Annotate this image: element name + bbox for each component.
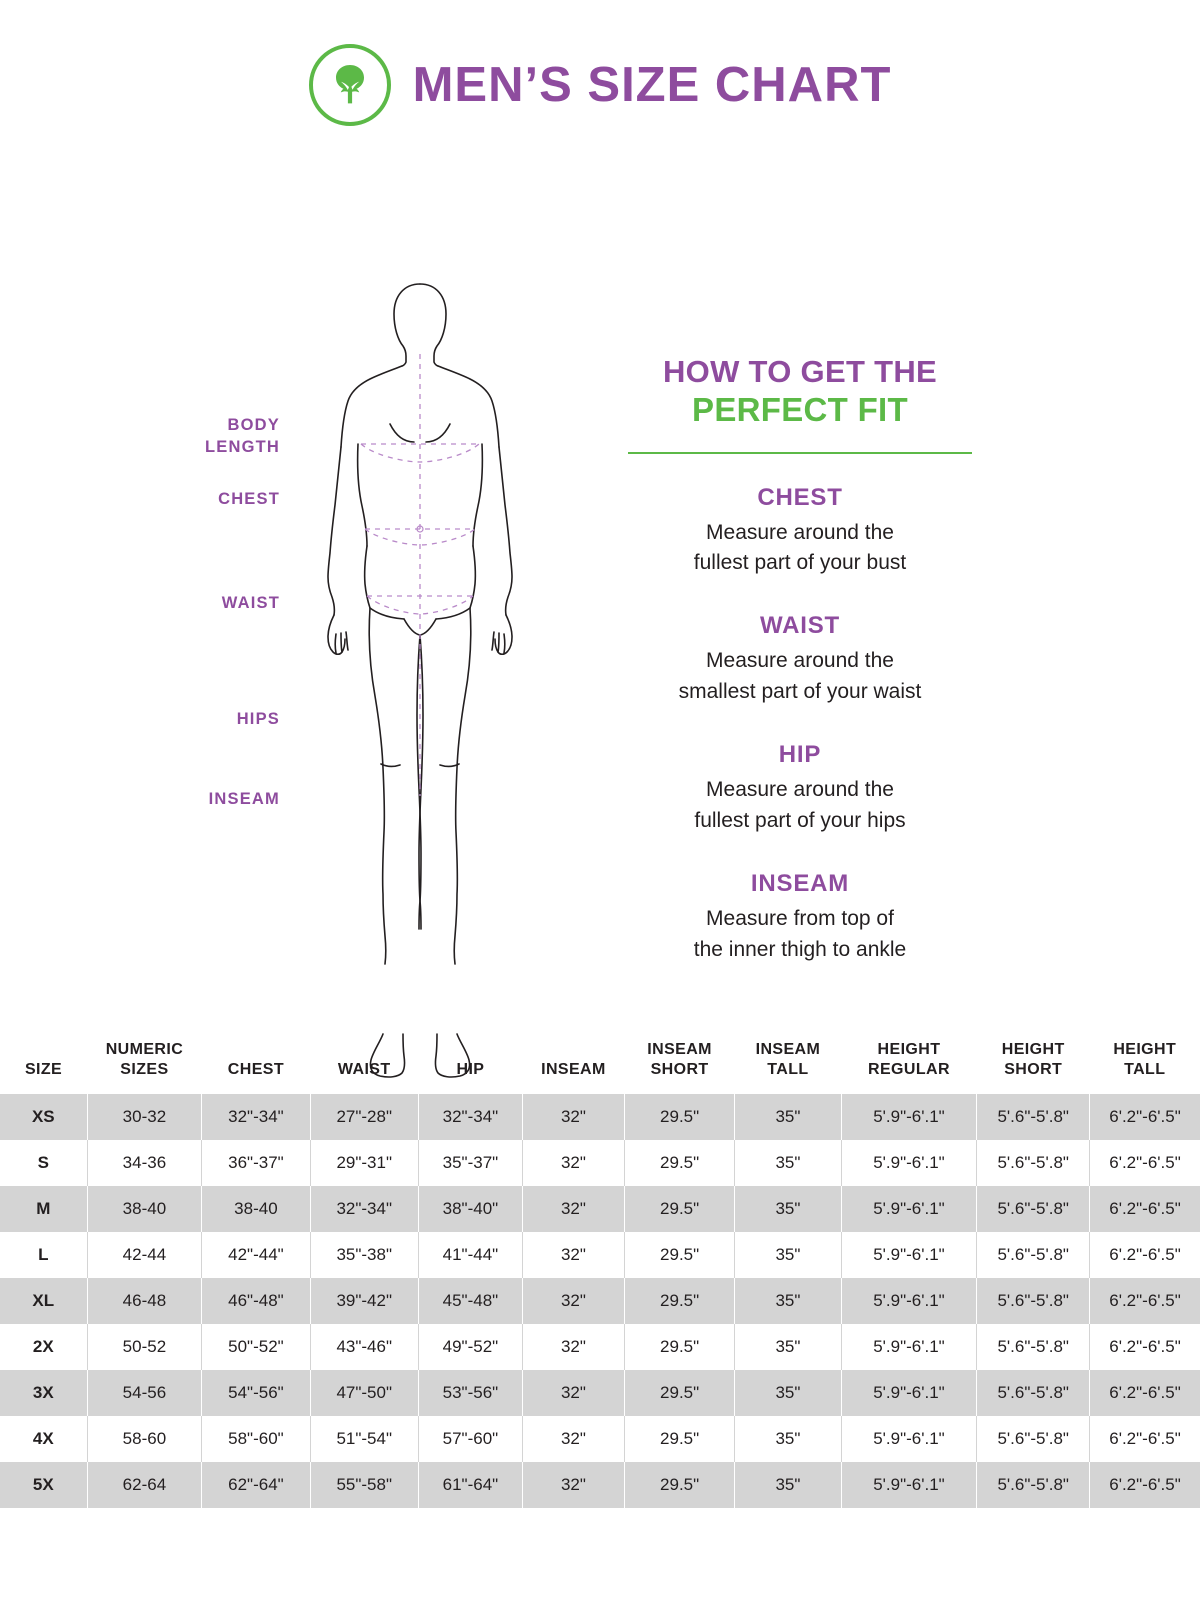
cell-height-short: 5'.6"-5'.8" bbox=[977, 1094, 1090, 1140]
cell-inseam: 32" bbox=[522, 1462, 624, 1508]
col-header-hip bbox=[418, 1030, 522, 1094]
page-title: MEN’S SIZE CHART bbox=[412, 58, 892, 112]
measure-desc-hip-line2: fullest part of your hips bbox=[694, 808, 906, 832]
cell-inseam-short: 29.5" bbox=[624, 1186, 734, 1232]
label-waist: WAIST bbox=[221, 594, 280, 612]
measure-block-chest bbox=[600, 484, 1000, 579]
cell-inseam-tall: 35" bbox=[735, 1462, 841, 1508]
cell-height-short: 5'.6"-5'.8" bbox=[977, 1324, 1090, 1370]
col-header-waist bbox=[310, 1030, 418, 1094]
cell-size: 4X bbox=[0, 1416, 87, 1462]
size-table-wrapper bbox=[0, 1030, 1200, 1508]
measure-title-chest: CHEST bbox=[757, 483, 843, 511]
cell-waist: 47"-50" bbox=[310, 1370, 418, 1416]
cell-size: L bbox=[0, 1232, 87, 1278]
col-header-numeric-sizes-line1: NUMERIC bbox=[105, 1041, 184, 1058]
cell-size: XL bbox=[0, 1278, 87, 1324]
measure-block-hip bbox=[600, 741, 1000, 836]
table-row bbox=[0, 1324, 1200, 1370]
col-header-numeric-sizes-line2: SIZES bbox=[120, 1061, 169, 1078]
measure-desc-chest bbox=[600, 518, 1000, 579]
table-row bbox=[0, 1370, 1200, 1416]
measure-desc-waist bbox=[600, 646, 1000, 707]
col-header-height-tall bbox=[1090, 1030, 1200, 1094]
cell-size: XS bbox=[0, 1094, 87, 1140]
cell-size: 3X bbox=[0, 1370, 87, 1416]
cell-chest: 50"-52" bbox=[202, 1324, 310, 1370]
how-to-heading-line2: PERFECT FIT bbox=[692, 390, 908, 428]
cell-height-tall: 6'.2"-6'.5" bbox=[1090, 1278, 1200, 1324]
col-header-inseam-short-line2: SHORT bbox=[650, 1061, 709, 1078]
cell-numeric: 58-60 bbox=[87, 1416, 202, 1462]
table-row bbox=[0, 1094, 1200, 1140]
table-row bbox=[0, 1186, 1200, 1232]
cell-height-tall: 6'.2"-6'.5" bbox=[1090, 1232, 1200, 1278]
col-header-inseam bbox=[522, 1030, 624, 1094]
cell-waist: 55"-58" bbox=[310, 1462, 418, 1508]
cell-hip: 45"-48" bbox=[418, 1278, 522, 1324]
col-header-inseam-tall bbox=[735, 1030, 841, 1094]
cell-height-regular: 5'.9"-6'.1" bbox=[841, 1140, 977, 1186]
cell-inseam-short: 29.5" bbox=[624, 1278, 734, 1324]
cell-waist: 51"-54" bbox=[310, 1416, 418, 1462]
col-header-waist-line1: WAIST bbox=[337, 1061, 391, 1078]
cell-inseam-short: 29.5" bbox=[624, 1232, 734, 1278]
col-header-height-short-line2: SHORT bbox=[1004, 1061, 1063, 1078]
label-hips: HIPS bbox=[236, 710, 280, 728]
cell-inseam: 32" bbox=[522, 1278, 624, 1324]
cell-inseam: 32" bbox=[522, 1094, 624, 1140]
cell-inseam-tall: 35" bbox=[735, 1278, 841, 1324]
cell-hip: 38"-40" bbox=[418, 1186, 522, 1232]
cell-inseam-tall: 35" bbox=[735, 1324, 841, 1370]
col-header-hip-line1: HIP bbox=[456, 1061, 485, 1078]
cell-height-tall: 6'.2"-6'.5" bbox=[1090, 1416, 1200, 1462]
cell-hip: 53"-56" bbox=[418, 1370, 522, 1416]
cell-inseam: 32" bbox=[522, 1186, 624, 1232]
illustration-and-guide bbox=[0, 126, 1200, 1006]
cell-inseam-tall: 35" bbox=[735, 1416, 841, 1462]
cell-inseam-short: 29.5" bbox=[624, 1370, 734, 1416]
cell-size: 2X bbox=[0, 1324, 87, 1370]
cell-chest: 38-40 bbox=[202, 1186, 310, 1232]
col-header-height-tall-line2: TALL bbox=[1124, 1061, 1166, 1078]
cell-height-tall: 6'.2"-6'.5" bbox=[1090, 1140, 1200, 1186]
cell-hip: 61"-64" bbox=[418, 1462, 522, 1508]
table-row bbox=[0, 1232, 1200, 1278]
col-header-height-short-line1: HEIGHT bbox=[1001, 1041, 1065, 1058]
cell-height-short: 5'.6"-5'.8" bbox=[977, 1416, 1090, 1462]
cell-height-regular: 5'.9"-6'.1" bbox=[841, 1232, 977, 1278]
cell-inseam-tall: 35" bbox=[735, 1094, 841, 1140]
table-body bbox=[0, 1094, 1200, 1508]
measure-desc-chest-line1: Measure around the bbox=[706, 520, 894, 544]
cell-inseam: 32" bbox=[522, 1324, 624, 1370]
measure-desc-waist-line2: smallest part of your waist bbox=[678, 679, 922, 703]
cell-inseam: 32" bbox=[522, 1370, 624, 1416]
col-header-inseam-short bbox=[624, 1030, 734, 1094]
cell-inseam-tall: 35" bbox=[735, 1370, 841, 1416]
cell-chest: 58"-60" bbox=[202, 1416, 310, 1462]
label-body-length bbox=[120, 414, 280, 459]
measure-desc-inseam-line1: Measure from top of bbox=[706, 907, 894, 931]
cell-inseam: 32" bbox=[522, 1232, 624, 1278]
cell-inseam-tall: 35" bbox=[735, 1140, 841, 1186]
cell-chest: 54"-56" bbox=[202, 1370, 310, 1416]
measure-block-waist bbox=[600, 612, 1000, 707]
measure-desc-chest-line2: fullest part of your bust bbox=[693, 550, 907, 574]
cell-numeric: 34-36 bbox=[87, 1140, 202, 1186]
col-header-height-regular-line2: REGULAR bbox=[868, 1061, 950, 1078]
cell-hip: 32"-34" bbox=[418, 1094, 522, 1140]
tree-in-circle-logo-icon bbox=[309, 44, 391, 126]
col-header-height-tall-line1: HEIGHT bbox=[1113, 1041, 1177, 1058]
label-chest: CHEST bbox=[218, 490, 280, 508]
cell-height-short: 5'.6"-5'.8" bbox=[977, 1278, 1090, 1324]
cell-height-regular: 5'.9"-6'.1" bbox=[841, 1462, 977, 1508]
cell-height-short: 5'.6"-5'.8" bbox=[977, 1462, 1090, 1508]
cell-hip: 57"-60" bbox=[418, 1416, 522, 1462]
table-header-row bbox=[0, 1030, 1200, 1094]
col-header-inseam-short-line1: INSEAM bbox=[647, 1041, 712, 1058]
col-header-inseam-tall-line1: INSEAM bbox=[755, 1041, 821, 1058]
cell-numeric: 50-52 bbox=[87, 1324, 202, 1370]
col-header-height-short bbox=[977, 1030, 1090, 1094]
cell-waist: 29"-31" bbox=[310, 1140, 418, 1186]
cell-size: S bbox=[0, 1140, 87, 1186]
col-header-size-line1: SIZE bbox=[24, 1061, 63, 1078]
cell-inseam: 32" bbox=[522, 1416, 624, 1462]
cell-hip: 49"-52" bbox=[418, 1324, 522, 1370]
cell-chest: 42"-44" bbox=[202, 1232, 310, 1278]
col-header-chest-line1: CHEST bbox=[227, 1061, 285, 1078]
cell-hip: 35"-37" bbox=[418, 1140, 522, 1186]
cell-inseam-short: 29.5" bbox=[624, 1140, 734, 1186]
cell-height-short: 5'.6"-5'.8" bbox=[977, 1232, 1090, 1278]
cell-numeric: 42-44 bbox=[87, 1232, 202, 1278]
cell-inseam: 32" bbox=[522, 1140, 624, 1186]
cell-height-regular: 5'.9"-6'.1" bbox=[841, 1416, 977, 1462]
measure-title-hip: HIP bbox=[778, 741, 822, 769]
col-header-size bbox=[0, 1030, 87, 1094]
table-row bbox=[0, 1416, 1200, 1462]
size-table bbox=[0, 1030, 1200, 1508]
measure-desc-inseam bbox=[600, 904, 1000, 965]
cell-numeric: 38-40 bbox=[87, 1186, 202, 1232]
cell-hip: 41"-44" bbox=[418, 1232, 522, 1278]
col-header-inseam-line1: INSEAM bbox=[541, 1061, 606, 1078]
cell-chest: 36"-37" bbox=[202, 1140, 310, 1186]
col-header-height-regular-line1: HEIGHT bbox=[877, 1041, 941, 1058]
cell-numeric: 62-64 bbox=[87, 1462, 202, 1508]
cell-numeric: 30-32 bbox=[87, 1094, 202, 1140]
cell-size: M bbox=[0, 1186, 87, 1232]
cell-height-regular: 5'.9"-6'.1" bbox=[841, 1370, 977, 1416]
label-inseam: INSEAM bbox=[208, 790, 280, 808]
cell-height-short: 5'.6"-5'.8" bbox=[977, 1186, 1090, 1232]
label-body-length-line2: LENGTH bbox=[204, 438, 280, 457]
cell-height-tall: 6'.2"-6'.5" bbox=[1090, 1094, 1200, 1140]
measure-desc-inseam-line2: the inner thigh to ankle bbox=[693, 937, 907, 961]
cell-inseam-short: 29.5" bbox=[624, 1416, 734, 1462]
measure-title-inseam: INSEAM bbox=[750, 870, 850, 898]
cell-height-regular: 5'.9"-6'.1" bbox=[841, 1278, 977, 1324]
measure-block-inseam bbox=[600, 870, 1000, 965]
table-row bbox=[0, 1278, 1200, 1324]
col-header-height-regular bbox=[841, 1030, 977, 1094]
how-to-guide bbox=[600, 354, 1000, 965]
page-header bbox=[0, 0, 1200, 126]
cell-inseam-short: 29.5" bbox=[624, 1462, 734, 1508]
cell-height-regular: 5'.9"-6'.1" bbox=[841, 1094, 977, 1140]
col-header-inseam-tall-line2: TALL bbox=[767, 1061, 809, 1078]
cell-chest: 62"-64" bbox=[202, 1462, 310, 1508]
cell-waist: 35"-38" bbox=[310, 1232, 418, 1278]
cell-waist: 43"-46" bbox=[310, 1324, 418, 1370]
heading-divider bbox=[628, 452, 972, 454]
male-body-figure bbox=[295, 276, 545, 1146]
cell-height-regular: 5'.9"-6'.1" bbox=[841, 1324, 977, 1370]
cell-waist: 32"-34" bbox=[310, 1186, 418, 1232]
table-row bbox=[0, 1462, 1200, 1508]
cell-waist: 39"-42" bbox=[310, 1278, 418, 1324]
measure-desc-hip bbox=[600, 775, 1000, 836]
label-body-length-line1: BODY bbox=[227, 416, 280, 434]
cell-height-tall: 6'.2"-6'.5" bbox=[1090, 1370, 1200, 1416]
cell-numeric: 46-48 bbox=[87, 1278, 202, 1324]
col-header-chest bbox=[202, 1030, 310, 1094]
measure-desc-hip-line1: Measure around the bbox=[706, 778, 894, 802]
cell-height-short: 5'.6"-5'.8" bbox=[977, 1370, 1090, 1416]
cell-inseam-tall: 35" bbox=[735, 1232, 841, 1278]
cell-inseam-tall: 35" bbox=[735, 1186, 841, 1232]
cell-height-tall: 6'.2"-6'.5" bbox=[1090, 1462, 1200, 1508]
cell-height-short: 5'.6"-5'.8" bbox=[977, 1140, 1090, 1186]
cell-waist: 27"-28" bbox=[310, 1094, 418, 1140]
cell-numeric: 54-56 bbox=[87, 1370, 202, 1416]
cell-size: 5X bbox=[0, 1462, 87, 1508]
table-row bbox=[0, 1140, 1200, 1186]
measure-title-waist: WAIST bbox=[760, 612, 840, 640]
col-header-numeric-sizes bbox=[87, 1030, 202, 1094]
cell-inseam-short: 29.5" bbox=[624, 1094, 734, 1140]
cell-height-tall: 6'.2"-6'.5" bbox=[1090, 1186, 1200, 1232]
cell-chest: 46"-48" bbox=[202, 1278, 310, 1324]
measure-desc-waist-line1: Measure around the bbox=[706, 649, 894, 673]
cell-height-regular: 5'.9"-6'.1" bbox=[841, 1186, 977, 1232]
how-to-heading-line1: HOW TO GET THE bbox=[662, 354, 937, 389]
cell-height-tall: 6'.2"-6'.5" bbox=[1090, 1324, 1200, 1370]
cell-chest: 32"-34" bbox=[202, 1094, 310, 1140]
cell-inseam-short: 29.5" bbox=[624, 1324, 734, 1370]
